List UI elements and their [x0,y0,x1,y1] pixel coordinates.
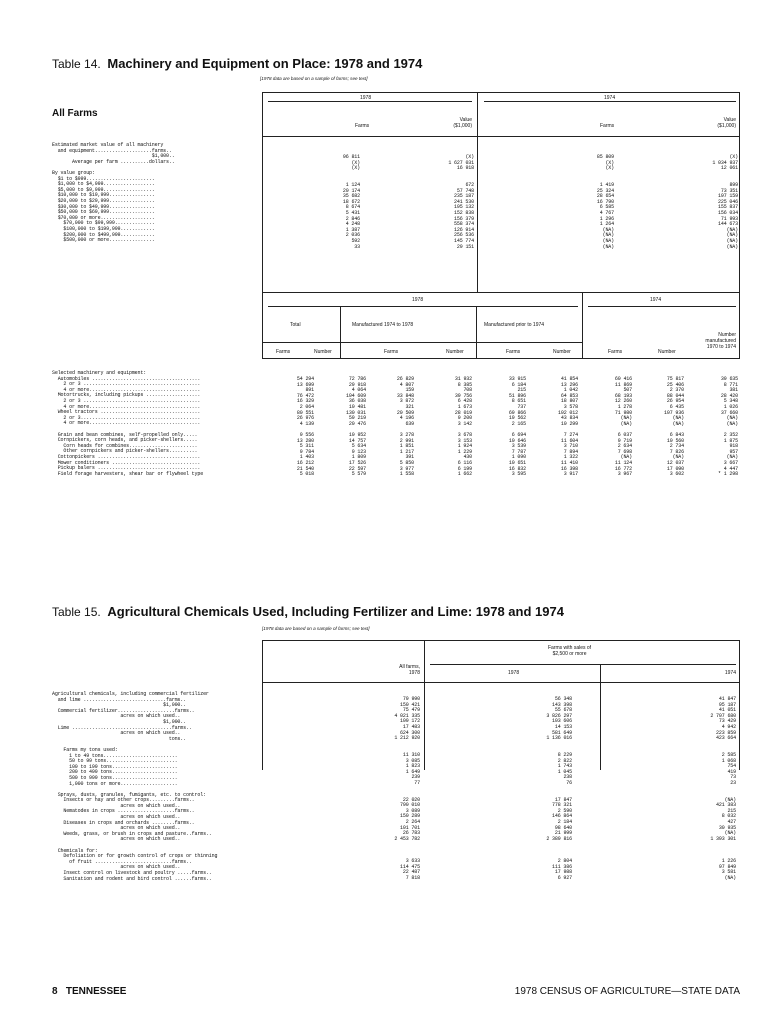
number-header: Number [446,349,464,355]
old-number-column: 41 854 13 296 1 042 64 853 18 807 3 578 102 012 43 834 10 299 7 274 11 604 3 710 7 894 1 322 11 410 16 398 3 917 [558,376,578,478]
farms-header: Farms [355,123,370,129]
rule [268,101,472,102]
rule [262,682,740,683]
all-farms-1978-header: All farms, 1978 [399,664,420,676]
lower-row-labels: Selected machinery and equipment: Automobiles ...................................... 2 or 3 ......................................... 4 or more....................................... Motortrucks, including pickups ................... 2 or 3 ......................................... 4 or more....................................... Wheel tractors ................................... 2 or 3.......................................... 4 or more....................................... Grain and bean combines, self-propelled only..... Cornpickers, corn heads, and picker-shellers..... Corn heads for combines........................ Other cornpickers and picker-shellers.......... Cottonpickers .................................... Mower conditioners ............................... Pickup balers .................................... Field forage harvesters, shear bar or flywheel type [52,370,204,477]
old-farms-column: 33 915 6 184 215 51 896 8 651 737 69 866 19 562 2 165 6 694 10 646 3 539 7 787 1 090 10 651 16 832 3 595 [508,376,526,478]
rule [476,306,477,358]
manufactured-prior-1974-header: Manufactured prior to 1974 [484,322,545,328]
value-1978-column: (X) 1 627 031 16 918 672 57 748 235 187 241 530 195 132 152 838 156 379 558 374 126 914 256 536 145 774 29 151 [448,154,474,250]
rule [262,136,740,137]
farms-1974-column: 60 416 11 869 507 68 193 12 260 1 278 71 980 (NA) (NA) 6 037 9 719 2 634 7 698 (NA) 11 124 16 772 3 967 [614,376,632,478]
sales-1974-header: 1974 [724,670,736,676]
table-15-title: Agricultural Chemicals Used, Including Fertilizer and Lime: 1978 and 1974 [107,604,564,619]
total-group-header: Total [290,322,301,328]
farms-header: Farms [276,349,291,355]
table-14-number: Table 14. [52,57,101,71]
sales-1978-header: 1978 [508,670,520,676]
rule [477,92,478,292]
table-14-note: [1978 data are based on a sample of farms; see text] [260,76,368,81]
table-15-number: Table 15. [52,605,101,619]
value-header: Value ($1,000) [453,117,472,129]
rule [268,306,578,307]
number-header: Number [658,349,676,355]
table-14-heading [52,56,422,71]
year-1978-header: 1978 [360,95,372,101]
page-number: 8 [52,986,58,997]
rule [262,358,740,359]
number-1974-column: 75 817 25 406 2 370 88 044 26 954 6 435 107 936 (NA) (NA) 6 843 10 560 2 734 7 826 (NA) 12 037 17 090 3 602 [664,376,684,478]
manufactured-1970-1974-header: Number manufactured 1970 to 1974 [705,332,736,350]
value-1974-column: (X) 1 034 937 12 061 899 73 351 197 159 225 046 155 837 156 034 71 993 144 673 (NA) (NA) (NA) (NA) [712,154,738,250]
rule [262,92,263,292]
total-number-column: 72 786 29 918 4 064 104 609 36 038 10 481 130 031 59 219 20 476 10 952 14 757 5 634 9 123 1 809 17 526 22 597 5 579 [346,376,366,478]
number-header: Number [553,349,571,355]
table-14-title: Machinery and Equipment on Place: 1978 and 1974 [107,56,423,71]
rule [424,640,425,770]
state-name: TENNESSEE [65,986,127,997]
manufactured-1974-1978-header: Manufactured 1974 to 1978 [352,322,414,328]
upper-row-labels: Estimated market value of all machinery and equipment....................farms.. $1,000.. Average per farm ..........dollars.. By value group: $1 to $999........................ $1,000 to $4,999.................. $5,000 to $9,999.................. $10,000 to $19,999................ $20,000 to $29,999................ $30,000 to $49,999................ $50,000 to $69,999................ $70,000 or more................... $70,000 to $99,999.............. $100,000 to $199,999............ $200,000 to $499,999............ $500,000 or more................ [52,142,175,244]
rule [262,292,740,293]
farms-header: Farms [608,349,623,355]
farms-1978-column: 96 811 (X) (X) 1 124 20 174 35 682 18 672 8 674 5 431 2 846 4 248 1 387 2 036 592 33 [342,154,360,250]
new-number-column: 31 932 8 385 708 39 756 6 428 1 673 28 019 9 200 3 142 3 678 3 153 1 924 1 229 430 6 116 6 199 1 662 [454,376,472,478]
rule [262,92,740,93]
rule [262,640,740,641]
rule [739,292,740,358]
table-15-row-labels: Agricultural chemicals, including commercial fertilizer and lime .............................farms.. $1,000.. Commercial fertilizer....................farms.. acres on which used.. $1,000.. Lime ...................................farms.. acres on which used.. tons.. Farms my tons used: 1 to 49 tons.......................... 50 to 99 tons......................... 100 to 199 tons....................... 200 to 499 tons....................... 500 to 999 tons....................... 1,000 tons or more.................... Sprays, dusts, granules, fumigants, etc. to control: Insects or hay and other crops.........farms.. acres on which used.. Nematodes in crops ....................farms.. acres on which used.. Diseases in crops and orchards ........farms.. acres on which used.. Weeds, grass, or brush in crops and pasture..farms.. acres on which used.. Chemicals for: Defoliation or for growth control of crops or thinning of fruit ...........................farms.. acres on which used.. Insect control on livestock and poultry .....farms.. Sanitation and rodent and bird control ......farms.. [52,691,218,882]
rule [588,306,736,307]
farms-header: Farms [600,123,615,129]
rule [739,92,740,292]
all-farms-1978-column: 79 990 150 421 75 479 4 021 335 109 172 17 483 624 300 1 212 920 11 310 3 085 1 823 1 649 239 77 22 020 790 010 3 089 150 289 2 264 101 701 26 783 2 453 782 3 633 114 475 22 487 7 818 [394,696,420,881]
value-header: Value ($1,000) [717,117,736,129]
page-footer-left [52,986,126,997]
year-1974-header: 1974 [604,95,616,101]
table-15-note: [1978 data are based on a sample of farms; see text] [262,626,370,631]
number-header: Number [314,349,332,355]
all-farms-heading: All Farms [52,108,98,119]
rule [430,664,736,665]
farms-1974-column: 85 809 (X) (X) 1 419 25 324 28 654 16 790 6 585 4 767 1 296 1 264 (NA) (NA) (NA) (NA) [596,154,614,250]
rule [600,664,601,770]
publication-title: 1978 CENSUS OF AGRICULTURE—STATE DATA [514,986,740,997]
new-farms-column: 26 829 4 807 159 33 848 3 872 321 20 509 4 196 639 3 278 2 991 1 851 1 217 391 5 850 3 977 1 558 [396,376,414,478]
year-1978-header: 1978 [412,297,424,303]
rule [582,292,583,358]
rule [262,292,263,358]
farms-header: Farms [506,349,521,355]
year-1974-header: 1974 [650,297,662,303]
farms-with-sales-header: Farms with sales of $2,500 or more [548,645,592,657]
rule [739,640,740,770]
rule [484,101,736,102]
sales-1978-column: 56 348 143 398 55 678 3 826 297 103 606 14 153 581 649 1 136 016 8 229 2 822 1 743 1 045 238 76 17 847 778 321 2 590 146 864 2 184 98 640 21 999 2 389 816 2 804 111 386 17 988 6 927 [546,696,572,881]
sales-1974-column: 41 847 95 187 41 051 2 707 680 73 429 4 942 223 859 423 664 2 585 1 068 754 419 73 23 (NA) 421 383 215 8 032 427 30 935 (NA) 1 393 301 1 226 97 849 3 581 (NA) [710,696,736,881]
manufactured-1970-1974-column: 39 635 8 771 381 28 420 5 348 1 026 37 660 (NA) (NA) 2 352 1 875 918 957 (NA) 3 667 4 447 * 1 298 [718,376,738,478]
table-15-heading [52,604,564,619]
total-farms-column: 54 294 13 699 891 76 472 16 329 2 064 80 551 26 976 4 139 9 556 13 280 5 311 9 784 1 403 16 212 21 540 5 018 [296,376,314,478]
rule [340,306,341,358]
farms-header: Farms [384,349,399,355]
rule [262,640,263,770]
rule [262,342,582,343]
